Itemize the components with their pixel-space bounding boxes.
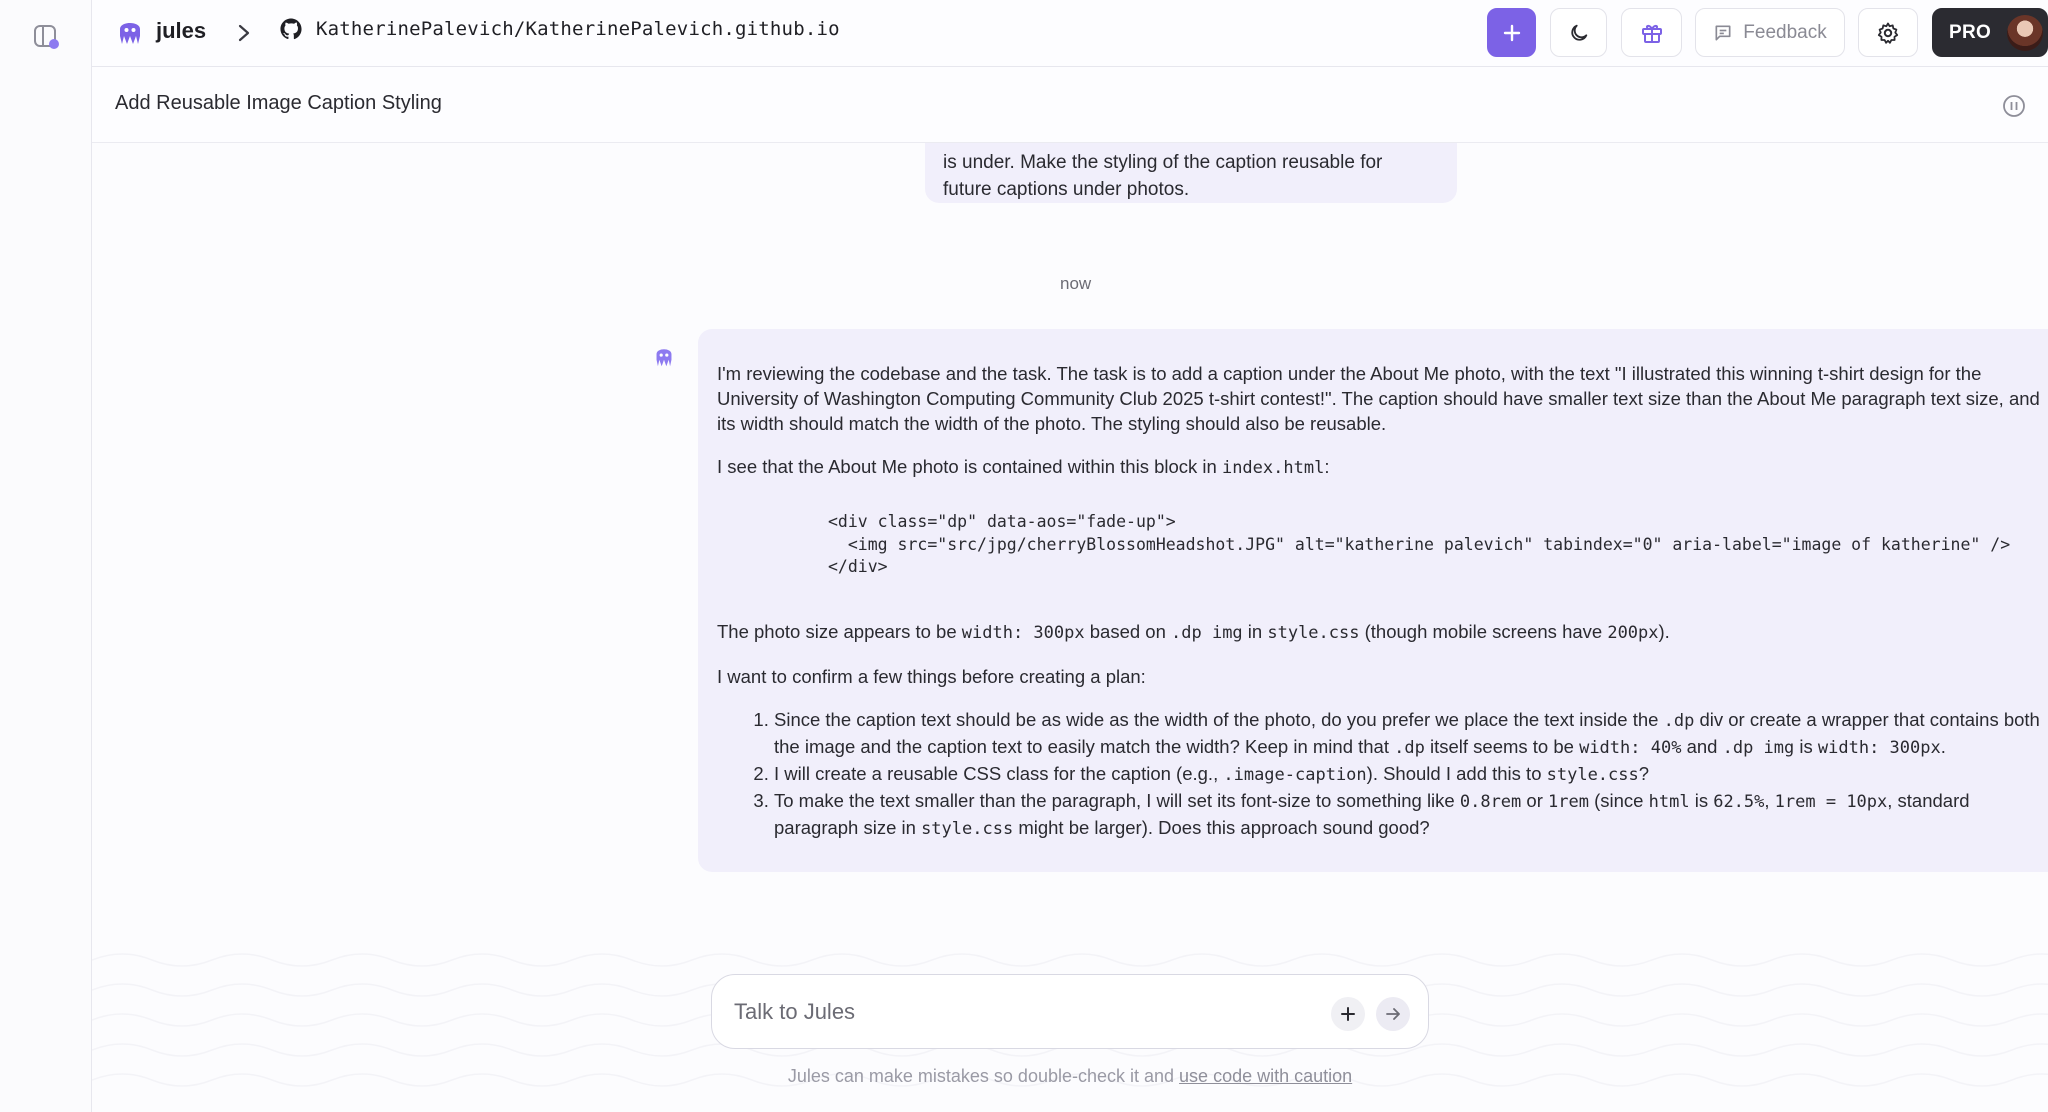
list-item: 1. Since the caption text should be as wide as the width of the photo, do you prefer we place the text inside the .dp div or create a wrapper that contains both the image and the caption text to easily match the width? Keep in mind that .dp itself seems to be width: 40% and .dp img is width: 300px.	[774, 707, 2040, 761]
home-link[interactable]	[116, 16, 206, 46]
theme-toggle-button[interactable]	[1550, 8, 1607, 57]
top-bar	[92, 0, 2048, 67]
disclaimer: Jules can make mistakes so double-check it and use code with caution	[787, 1066, 1353, 1086]
avatar	[2007, 15, 2043, 51]
inline-code: style.css	[1267, 622, 1360, 643]
agent-paragraph: I'm reviewing the codebase and the task. The task is to add a caption under the About Me photo, with the text "I illustrated this winning t-shirt design for the University of Washington Computing Community Club 2025 t-shirt contest!". The caption should have smaller text size than the About Me paragraph text size, and its width should match the width of the photo. The styling should also be reusable.	[717, 363, 2040, 434]
new-task-button[interactable]	[1487, 8, 1536, 57]
list-item: 2. I will create a reusable CSS class for the caption (e.g., .image-caption). Should I add this to style.css?	[774, 761, 2040, 788]
code-block: <div class="dp" data-aos="fade-up"> <img src="src/jpg/cherryBlossomHeadshot.JPG" alt="katherine palevich" tabindex="0" aria-label="image of katherine" /> </div>	[828, 512, 2011, 576]
message-composer	[711, 974, 1429, 1049]
gift-button[interactable]	[1621, 8, 1682, 57]
jules-avatar-icon	[650, 342, 678, 370]
moon-icon	[1568, 22, 1590, 44]
task-header	[92, 67, 2048, 143]
github-icon	[280, 18, 302, 40]
gift-icon	[1640, 21, 1664, 45]
agent-paragraph: The photo size appears to be width: 300px based on .dp img in style.css (though mobile screens have 200px).	[717, 620, 1670, 643]
question-list	[774, 707, 2040, 842]
message-input[interactable]	[734, 995, 1294, 1029]
gear-icon	[1876, 21, 1900, 45]
inline-code: .dp img	[1171, 622, 1243, 643]
attach-button[interactable]	[1331, 997, 1365, 1031]
inline-code: 200px	[1607, 622, 1659, 643]
left-rail	[0, 0, 92, 1112]
settings-button[interactable]	[1858, 8, 1918, 57]
user-message-line: future captions under photos.	[943, 179, 1190, 200]
caution-link[interactable]: use code with caution	[1179, 1066, 1353, 1086]
arrow-right-icon	[1384, 1005, 1402, 1023]
feedback-icon	[1713, 23, 1733, 43]
send-button[interactable]	[1376, 997, 1410, 1031]
agent-paragraph: I want to confirm a few things before creating a plan:	[717, 665, 1146, 687]
list-item: 3. To make the text smaller than the paragraph, I will set its font-size to something like 0.8rem or 1rem (since html is 62.5%, 1rem = 10px, standard paragraph size in style.css might be larger). Does this approach sound good?	[774, 788, 2040, 842]
feedback-label: Feedback	[1743, 21, 1827, 43]
sidebar-toggle-button[interactable]	[30, 20, 62, 52]
sidebar-toggle-icon	[32, 22, 60, 50]
message-timestamp: now	[1060, 274, 1092, 293]
repo-breadcrumb[interactable]	[280, 18, 840, 40]
plus-icon	[1501, 22, 1523, 44]
page-title: Add Reusable Image Caption Styling	[115, 92, 442, 114]
pro-badge: PRO	[1949, 21, 1992, 43]
feedback-button[interactable]	[1695, 8, 1845, 57]
repo-name: KatherinePalevich/KatherinePalevich.github.io	[316, 18, 840, 40]
user-message	[925, 143, 1457, 203]
inline-code: index.html	[1221, 458, 1325, 478]
jules-logo-icon	[116, 16, 144, 46]
inline-code: width: 300px	[961, 622, 1085, 643]
plus-icon	[1340, 1006, 1356, 1022]
agent-message	[698, 329, 2048, 872]
app-name: jules	[156, 18, 207, 43]
chevron-right-icon	[232, 20, 256, 46]
user-message-line: is under. Make the styling of the caption reusable for	[943, 152, 1383, 173]
pause-icon[interactable]	[2002, 94, 2026, 118]
chat-thread[interactable]	[92, 143, 2048, 1112]
agent-paragraph: I see that the About Me photo is contained within this block in index.html:	[717, 456, 1330, 478]
account-pro-button[interactable]	[1932, 8, 2048, 57]
